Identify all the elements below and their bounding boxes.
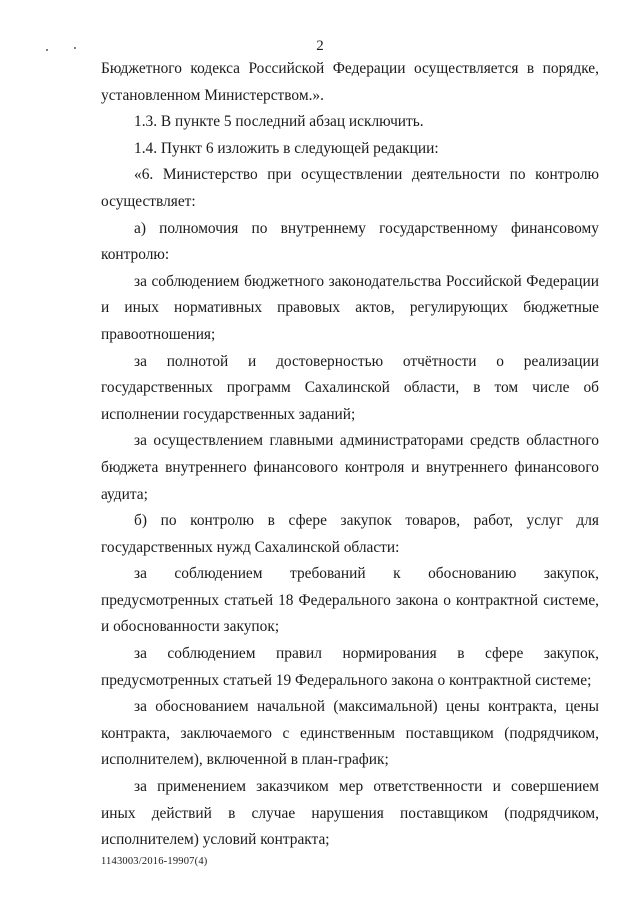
paragraph: за применением заказчиком мер ответственности и совершением иных действий в случае нарушения поставщиком (подрядчиком, исполнителем) условий контракта; <box>101 778 599 849</box>
paragraph: за соблюдением правил нормирования в сфере закупок, предусмотренных статьей 19 Федерального закона о контрактной системе; <box>101 645 599 689</box>
paragraph: б) по контролю в сфере закупок товаров, работ, услуг для государственных нужд Сахалинской области: <box>101 512 599 556</box>
paragraph: за осуществлением главными администраторами средств областного бюджета внутреннего финансового контроля и внутреннего финансового аудита; <box>101 432 599 503</box>
paragraph: за полнотой и достоверностью отчётности о реализации государственных программ Сахалинской области, в том числе об исполнении государственных заданий; <box>101 352 599 423</box>
document-body <box>101 56 599 854</box>
paragraph: «6. Министерство при осуществлении деятельности по контролю осуществляет: <box>101 166 599 210</box>
paragraph: 1.4. Пункт 6 изложить в следующей редакции: <box>134 139 439 157</box>
paragraph: Бюджетного кодекса Российской Федерации осуществляется в порядке, установленном Министерством.». <box>101 60 599 104</box>
paragraph: 1.3. В пункте 5 последний абзац исключить. <box>134 113 424 131</box>
paragraph: а) полномочия по внутреннему государственному финансовому контролю: <box>101 219 599 264</box>
document-code: 1143003/2016-19907(4) <box>101 856 208 867</box>
paragraph: за соблюдением бюджетного законодательства Российской Федерации и иных нормативных правовых актов, регулирующих бюджетные правоотношения; <box>101 272 599 343</box>
paragraph: за соблюдением требований к обоснованию закупок, предусмотренных статьей 18 Федерального закона о контрактной системе, и обоснованности закупок; <box>101 565 599 636</box>
page-number: 2 <box>316 38 324 54</box>
paragraph: за обоснованием начальной (максимальной) цены контракта, цены контракта, заключаемого с единственным поставщиком (подрядчиком, исполнителем), включенной в план-график; <box>101 698 599 769</box>
